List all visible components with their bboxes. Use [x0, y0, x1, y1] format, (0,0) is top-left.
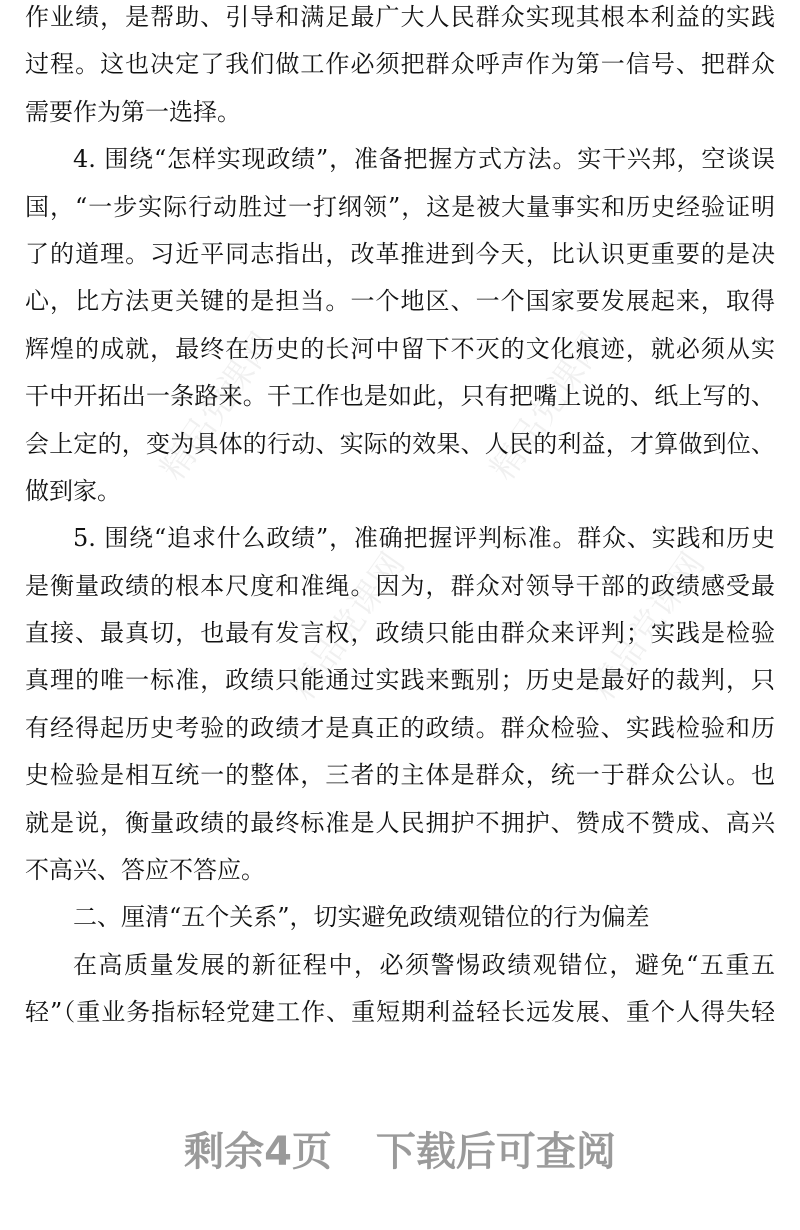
text-line: 辉煌的成就，最终在历史的长河中留下不灭的文化痕迹，就必须从实: [25, 334, 775, 363]
text-line: 需要作为第一选择。: [25, 97, 241, 126]
section-heading: 二、厘清“五个关系”，切实避免政绩观错位的行为偏差: [73, 903, 650, 932]
text-line: 真理的唯一标准，政绩只能通过实践来甄别；历史是最好的裁判，只: [25, 666, 775, 695]
text-line: 5. 围绕“追求什么政绩”，准确把握评判标准。群众、实践和历史: [73, 524, 775, 553]
document-body: [25, 0, 775, 1037]
paragraph: [25, 136, 775, 515]
text-line: 心，比方法更关键的是担当。一个地区、一个国家要发展起来，取得: [25, 287, 775, 316]
download-prompt[interactable]: [0, 1120, 800, 1177]
text-line: 会上定的，变为具体的行动、实际的效果、人民的利益，才算做到位、: [25, 429, 775, 458]
text-line: 直接、最真切，也最有发言权，政绩只能由群众来评判；实践是检验: [25, 619, 775, 648]
text-line: 轻”（重业务指标轻党建工作、重短期利益轻长远发展、重个人得失轻: [25, 998, 775, 1027]
paragraph: [25, 515, 775, 894]
text-line: 作业绩，是帮助、引导和满足最广大人民群众实现其根本利益的实践: [25, 3, 775, 31]
remaining-pages-label[interactable]: 剩余4页: [184, 1129, 332, 1175]
text-line: 过程。这也决定了我们做工作必须把群众呼声作为第一信号、把群众: [25, 50, 775, 79]
text-line: 国，“一步实际行动胜过一打纲领”，这是被大量事实和历史经验证明: [25, 192, 775, 221]
text-line: 是衡量政绩的根本尺度和准绳。因为，群众对领导干部的政绩感受最: [25, 571, 775, 600]
watermark: 精品党课网: [282, 545, 414, 708]
paragraph: [25, 894, 775, 941]
text-line: 在高质量发展的新征程中，必须警惕政绩观错位，避免“五重五: [73, 950, 775, 979]
paragraph: [25, 0, 775, 136]
watermark: 精品党课网: [482, 325, 614, 488]
watermark: 精品党课网: [582, 545, 714, 708]
text-line: 了的道理。习近平同志指出，改革推进到今天，比认识更重要的是决: [25, 239, 775, 268]
text-line: 4. 围绕“怎样实现政绩”，准备把握方式方法。实干兴邦，空谈误: [73, 145, 775, 174]
text-line: 不高兴、答应不答应。: [25, 856, 265, 885]
text-line: 有经得起历史考验的政绩才是真正的政绩。群众检验、实践检验和历: [25, 713, 775, 742]
watermark: 精品党课网: [152, 325, 284, 488]
text-line: 干中开拓出一条路来。干工作也是如此，只有把嘴上说的、纸上写的、: [25, 382, 775, 411]
text-line: 就是说，衡量政绩的最终标准是人民拥护不拥护、赞成不赞成、高兴: [25, 808, 775, 837]
paragraph: [25, 942, 775, 1037]
download-to-view-label[interactable]: 下载后可查阅: [375, 1129, 616, 1175]
text-line: 史检验是相互统一的整体，三者的主体是群众，统一于群众公认。也: [25, 761, 775, 790]
text-line: 做到家。: [25, 476, 121, 505]
